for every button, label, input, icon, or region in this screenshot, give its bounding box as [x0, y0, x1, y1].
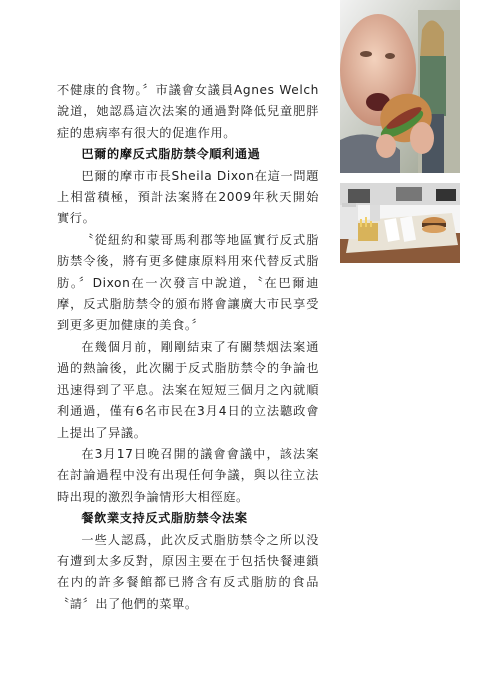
photo-man-eating-burger [340, 0, 460, 173]
section-heading-restaurants: 餐飲業支持反式脂肪禁令法案 [81, 511, 248, 526]
paragraph-quote: 〝從紐約和蒙哥馬利郡等地區實行反式脂肪禁令後，將有更多健康原料用來代替反式脂肪。〞Dixon在一次發言中說道，〝在巴爾迪摩，反式脂肪禁令的頒布將會讓廣大市民享受到更多更加健康的美食。〞 [57, 232, 319, 333]
paragraph-continuation: 不健康的食物。〞市議會女議員Agnes Welch說道，她認爲這次法案的通過對降低兒童肥胖症的患病率有很大的促進作用。 [57, 83, 319, 140]
paragraph-council-meeting: 在3月17日晚召開的議會會議中，該法案在討論過程中没有出現任何争議，與以往立法時出現的激烈争論情形大相徑庭。 [57, 446, 319, 504]
paragraph-restaurants: 一些人認爲，此次反式脂肪禁令之所以没有遭到太多反對，原因主要在于包括快餐連鎖在内的許多餐館都已將含有反式脂肪的食品〝請〞出了他們的菜單。 [57, 532, 319, 611]
section-heading-baltimore: 巴爾的摩反式脂肪禁令順利通過 [81, 147, 261, 162]
paragraph-smoking-ban: 在幾個月前，剛剛結束了有關禁烟法案通過的熱論後，此次關于反式脂肪禁令的争論也迅速得到了平息。法案在短短三個月之內就順利通過，僅有6名市民在3月4日的立法聽政會上提出了异議。 [57, 339, 319, 440]
paragraph-mayor: 巴爾的摩市市長Sheila Dixon在這一問題上相當積極，預計法案將在2009年秋天開始實行。 [57, 168, 319, 226]
article-body [57, 80, 319, 615]
photo-fast-food-tray [340, 183, 460, 263]
